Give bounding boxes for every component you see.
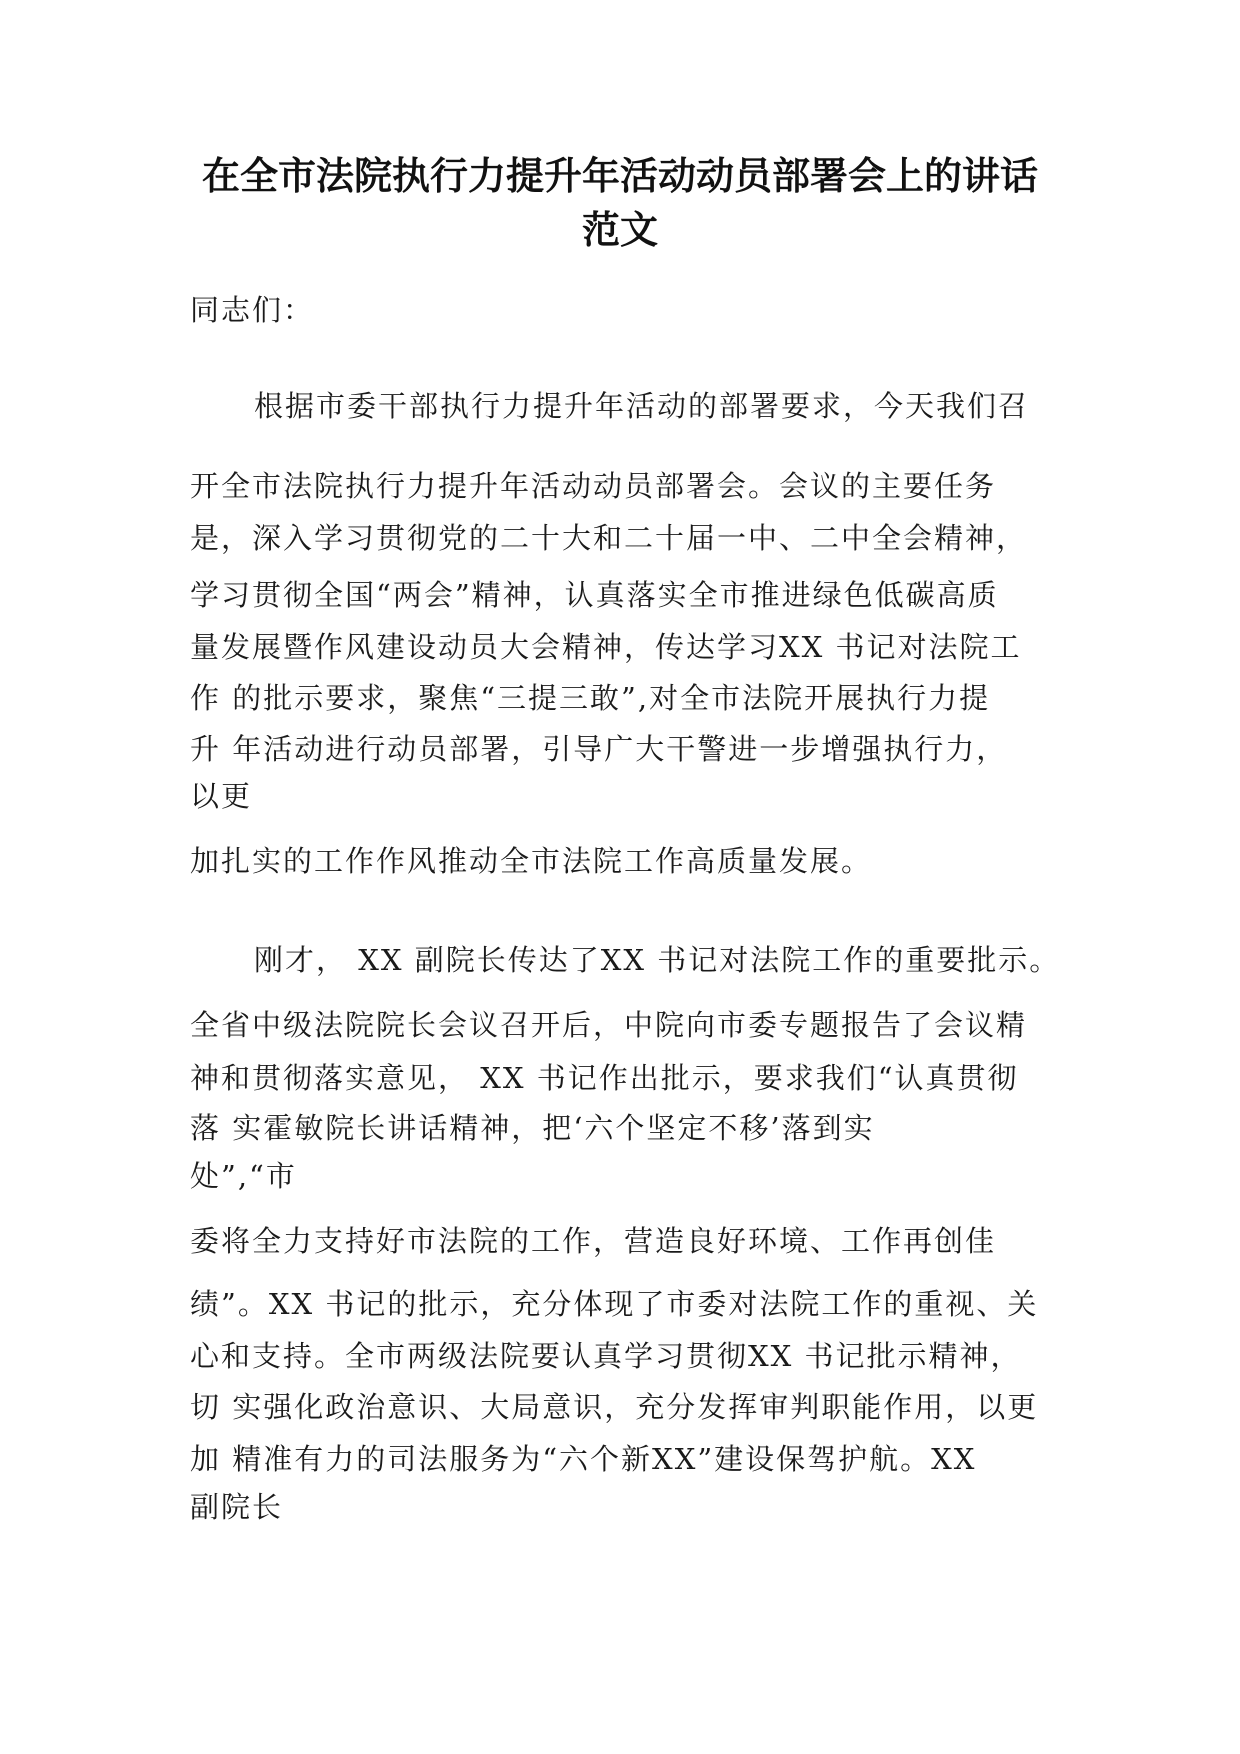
paragraph-2-line: 切 实强化政治意识、大局意识，充分发挥审判职能作用，以更 (190, 1390, 1039, 1424)
paragraph-2-line: 落 实霍敏院长讲话精神，把‘六个坚定不移’落到实 (190, 1111, 875, 1145)
paragraph-1-line: 是，深入学习贯彻党的二十大和二十届一中、二中全会精神， (190, 521, 1028, 555)
paragraph-1-line: 学习贯彻全国“两会”精神，认真落实全市推进绿色低碳高质 (190, 578, 999, 612)
paragraph-2-line: 神和贯彻落实意见， XX 书记作出批示，要求我们“认真贯彻 (190, 1061, 1019, 1095)
paragraph-1-line: 开全市法院执行力提升年活动动员部署会。会议的主要任务 (190, 469, 997, 503)
paragraph-2-line: 副院长 (190, 1490, 284, 1524)
paragraph-2-line: 刚才， XX 副院长传达了XX 书记对法院工作的重要批示。 (254, 943, 1061, 977)
paragraph-2-line: 委将全力支持好市法院的工作，营造良好环境、工作再创佳 (190, 1224, 997, 1258)
paragraph-1-line: 量发展暨作风建设动员大会精神，传达学习XX 书记对法院工 (190, 630, 1022, 664)
paragraph-2-line: 加 精准有力的司法服务为“六个新XX”建设保驾护航。XX (190, 1442, 977, 1476)
salutation: 同志们： (190, 293, 315, 327)
paragraph-2-line: 处”,“市 (190, 1159, 297, 1193)
paragraph-2-line: 全省中级法院院长会议召开后，中院向市委专题报告了会议精 (190, 1008, 1028, 1042)
paragraph-2-line: 绩”。XX 书记的批示，充分体现了市委对法院工作的重视、关 (190, 1287, 1039, 1321)
paragraph-2-line: 心和支持。全市两级法院要认真学习贯彻XX 书记批示精神， (190, 1339, 1022, 1373)
paragraph-1-line: 升 年活动进行动员部署，引导广大干警进一步增强执行力， (190, 732, 1008, 766)
paragraph-1-line: 根据市委干部执行力提升年活动的部署要求，今天我们召 (254, 389, 1030, 423)
document-title-line-1: 在全市法院执行力提升年活动动员部署会上的讲话 (201, 154, 1038, 198)
paragraph-1-line: 作 的批示要求，聚焦“三提三敢”,对全市法院开展执行力提 (190, 681, 991, 715)
paragraph-1-line: 加扎实的工作作风推动全市法院工作高质量发展。 (190, 844, 873, 878)
document-title-line-2: 范文 (581, 208, 658, 252)
paragraph-1-line: 以更 (190, 779, 253, 813)
